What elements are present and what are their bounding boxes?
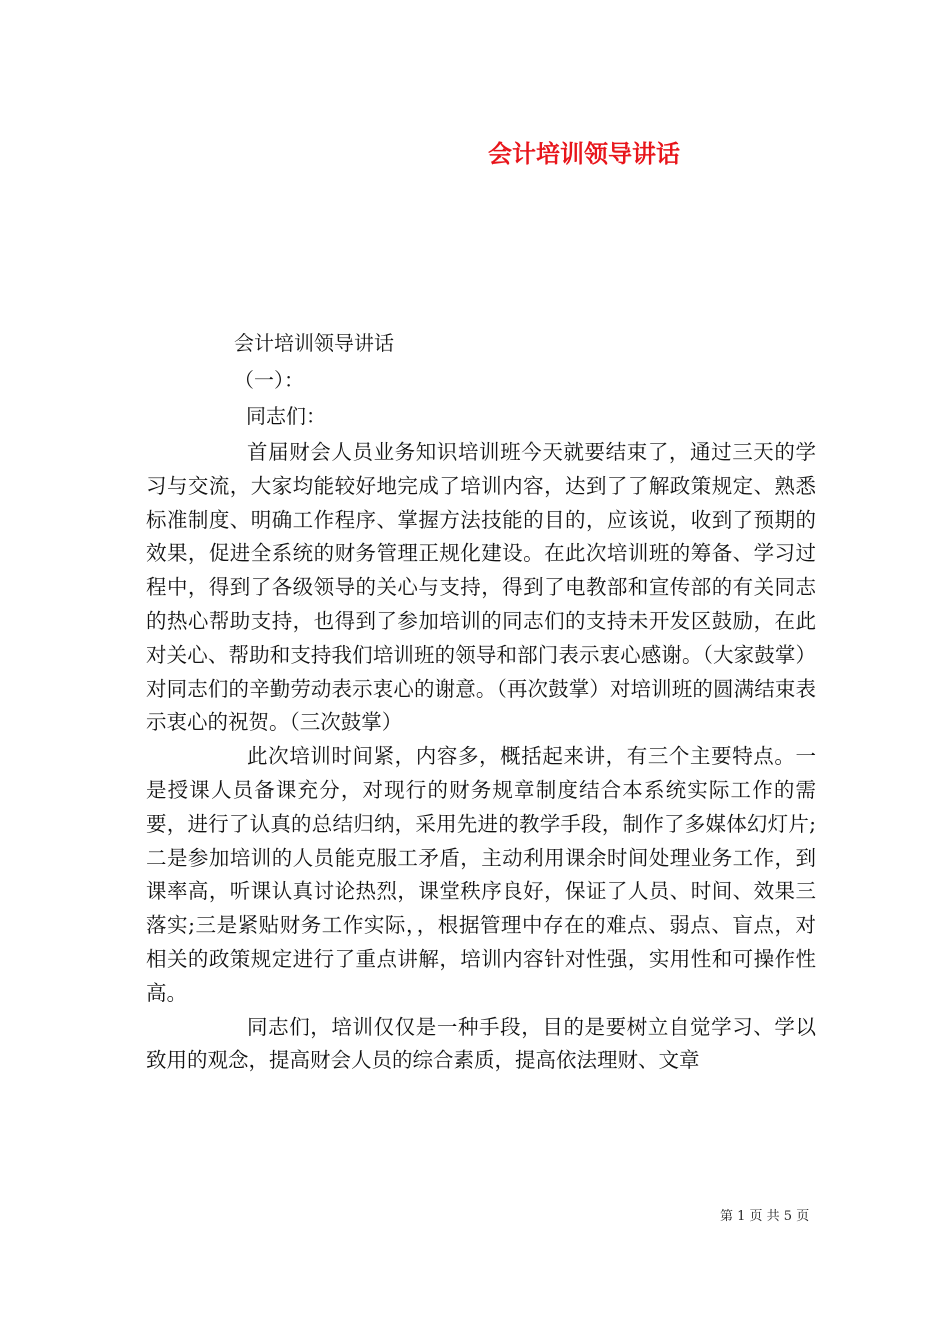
paragraph-1: 首届财会人员业务知识培训班今天就要结束了，通过三天的学习与交流，大家均能较好地完成了培训内容，达到了了解政策规定、熟悉标准制度、明确工作程序、掌握方法技能的目的，应该说，收到了预期的效果，促进全系统的财务管理正规化建设。在此次培训班的筹备、学习过程中，得到了各级领导的关心与支持，得到了电教部和宣传部的有关同志的热心帮助支持，也得到了参加培训的同志们的支持未开发区鼓励，在此对关心、帮助和支持我们培训班的领导和部门表示衷心感谢。（大家鼓掌）对同志们的辛勤劳动表示衷心的谢意。（再次鼓掌）对培训班的圆满结束表示衷心的祝贺。（三次鼓掌） <box>146 440 816 735</box>
section-marker: （一）： <box>234 368 304 392</box>
page-number-footer: 第 1 页 共 5 页 <box>720 1209 810 1224</box>
salutation: 同志们： <box>246 404 326 428</box>
document-body <box>146 436 816 1078</box>
speech-heading: 会计培训领导讲话 <box>234 331 394 355</box>
document-title: 会计培训领导讲话 <box>488 139 680 168</box>
paragraph-2: 此次培训时间紧，内容多，概括起来讲，有三个主要特点。一是授课人员备课充分，对现行的财务规章制度结合本系统实际工作的需要，进行了认真的总结归纳，采用先进的教学手段，制作了多媒体幻灯片;二是参加培训的人员能克服工矛盾，主动利用课余时间处理业务工作，到课率高，听课认真讨论热烈，课堂秩序良好，保证了人员、时间、效果三落实;三是紧贴财务工作实际，，根据管理中存在的难点、弱点、盲点，对相关的政策规定进行了重点讲解，培训内容针对性强，实用性和可操作性高。 <box>146 744 816 1005</box>
paragraph-3: 同志们，培训仅仅是一种手段，目的是要树立自觉学习、学以致用的观念，提高财会人员的综合素质，提高依法理财、文章 <box>146 1014 816 1073</box>
